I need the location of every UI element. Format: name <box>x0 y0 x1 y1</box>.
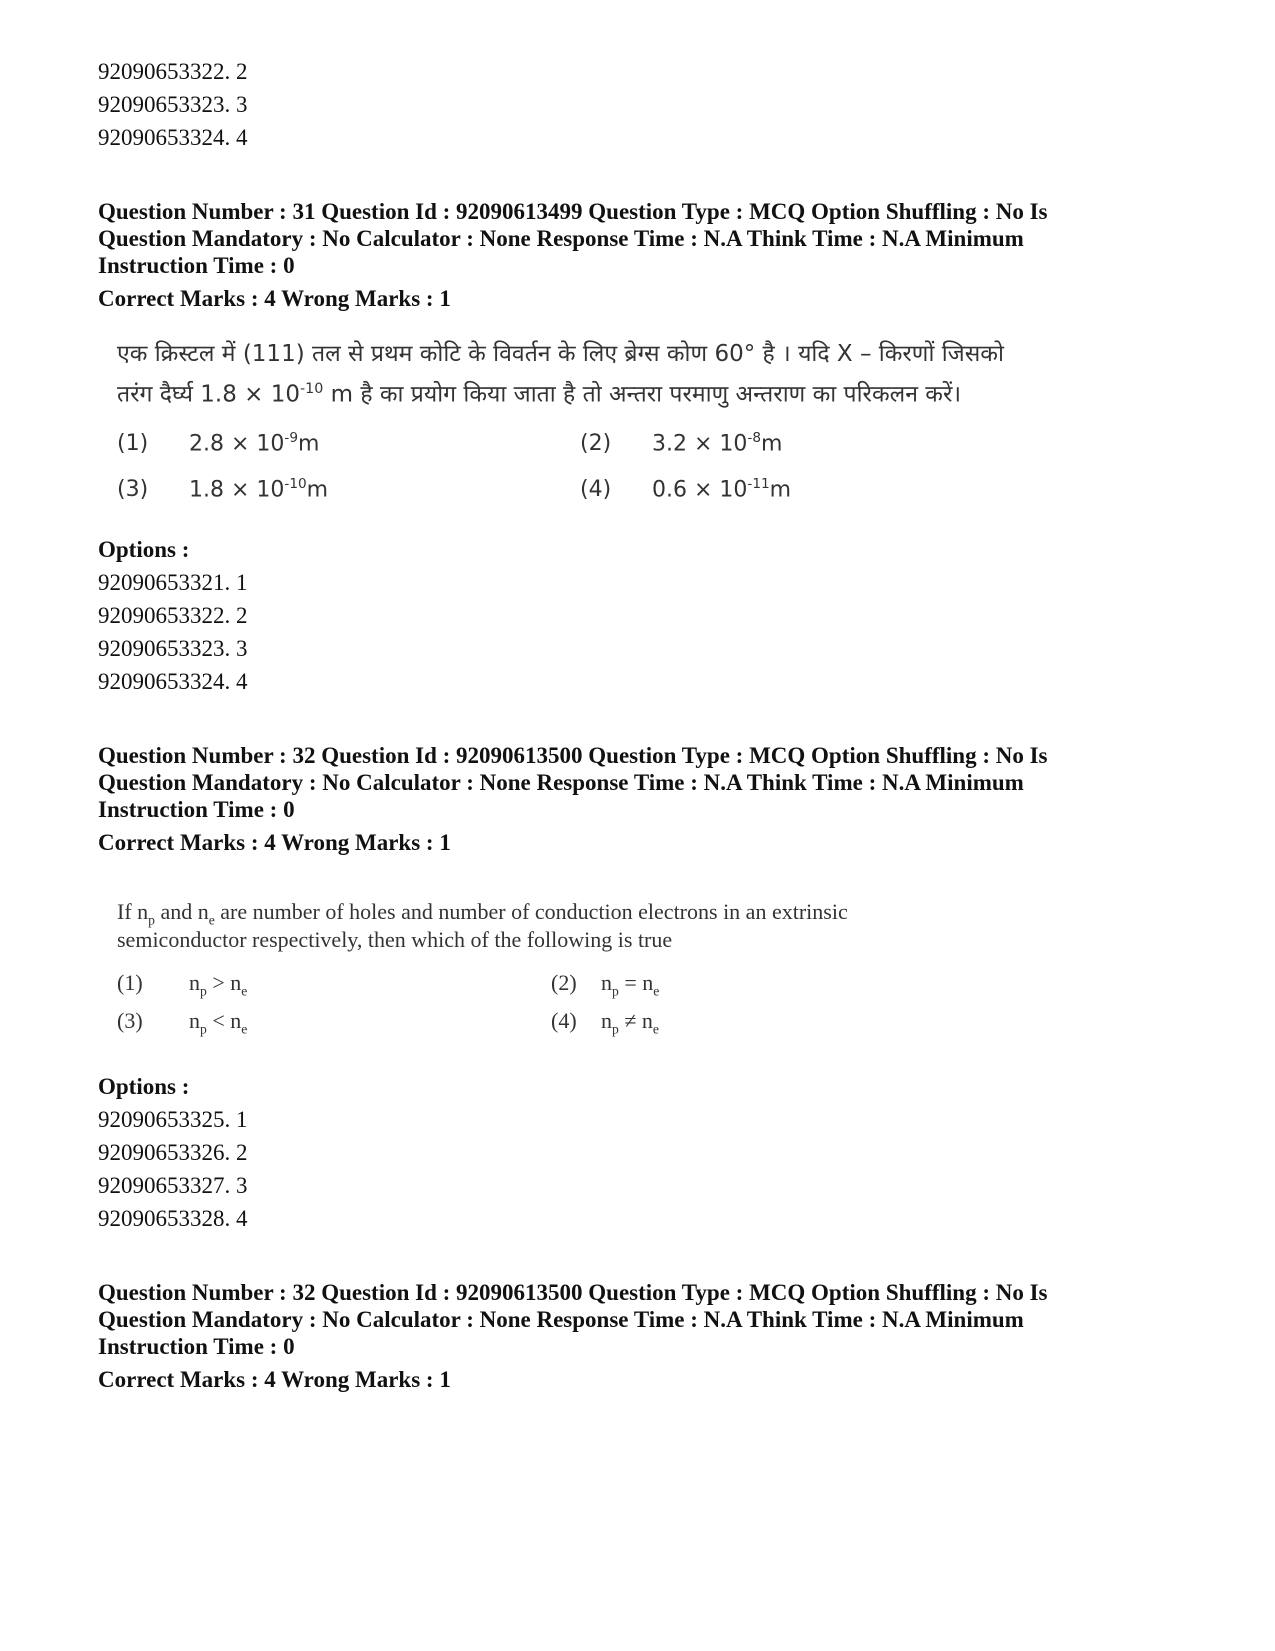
option-line: 92090653328. 4 <box>98 1206 248 1231</box>
operator: ≠ <box>618 1008 642 1033</box>
choice-base: 2.8 × 10 <box>189 431 285 457</box>
question-text-line: एक क्रिस्टल में (111) तल से प्रथम कोटि के विवर्तन के लिए ब्रेग्स कोण 60° है । यदि X – किरणों जिसको <box>117 341 1004 367</box>
exponent: -10 <box>300 381 324 397</box>
text-segment: If n <box>117 899 149 924</box>
answer-choice <box>117 476 328 502</box>
subscript: p <box>148 912 155 928</box>
answer-choice <box>551 1008 659 1037</box>
choice-exponent: -8 <box>747 430 761 446</box>
choice-number: (2) <box>551 970 577 995</box>
choice-number: (2) <box>580 431 612 457</box>
question-header-line: Instruction Time : 0 <box>98 1334 295 1359</box>
variable: n <box>189 970 200 995</box>
choice-number: (1) <box>117 431 149 457</box>
variable: n <box>230 1008 242 1033</box>
subscript: p <box>612 983 619 999</box>
text-segment: तरंग दैर्घ्य 1.8 × 10 <box>117 381 301 408</box>
question-header-line: Instruction Time : 0 <box>98 797 295 822</box>
choice-unit: m <box>306 477 329 503</box>
operator: > <box>206 970 231 995</box>
choice-base: 3.2 × 10 <box>652 431 748 457</box>
option-line: 92090653324. 4 <box>98 125 248 150</box>
subscript: p <box>200 1021 207 1037</box>
choice-exponent: -11 <box>747 476 770 492</box>
choice-exponent: -9 <box>284 430 298 446</box>
subscript: e <box>208 912 215 928</box>
option-line: 92090653325. 1 <box>98 1107 248 1132</box>
question-header-line: Question Number : 32 Question Id : 92090613500 Question Type : MCQ Option Shuffling : No Is <box>98 743 1048 768</box>
options-label: Options : <box>98 1074 190 1099</box>
question-text-line <box>117 371 961 413</box>
question-header-line: Question Mandatory : No Calculator : None Response Time : N.A Think Time : N.A Minimum <box>98 1307 1024 1332</box>
text-segment: and n <box>154 899 209 924</box>
choice-number: (3) <box>117 1008 143 1033</box>
choice-unit: m <box>298 431 320 457</box>
options-label: Options : <box>98 537 190 562</box>
question-header-line: Question Mandatory : No Calculator : None Response Time : N.A Think Time : N.A Minimum <box>98 770 1024 795</box>
question-header-line: Instruction Time : 0 <box>98 253 295 278</box>
subscript: e <box>652 1021 659 1037</box>
operator: < <box>206 1008 231 1033</box>
choice-base: 1.8 × 10 <box>189 477 285 503</box>
answer-choice <box>117 970 247 999</box>
answer-choice <box>580 430 782 456</box>
question-header-line: Question Number : 31 Question Id : 92090613499 Question Type : MCQ Option Shuffling : No Is <box>98 199 1048 224</box>
variable: n <box>601 970 612 995</box>
answer-choice <box>117 430 319 456</box>
option-line: 92090653327. 3 <box>98 1173 248 1198</box>
answer-choice <box>117 1008 247 1037</box>
variable: n <box>601 1008 612 1033</box>
option-line: 92090653322. 2 <box>98 603 248 628</box>
option-line: 92090653322. 2 <box>98 59 248 84</box>
option-line: 92090653321. 1 <box>98 570 248 595</box>
choice-number: (4) <box>551 1008 577 1033</box>
variable: n <box>641 1008 653 1033</box>
operator: = <box>618 970 643 995</box>
option-line: 92090653326. 2 <box>98 1140 248 1165</box>
marks-line: Correct Marks : 4 Wrong Marks : 1 <box>98 830 451 855</box>
variable: n <box>189 1008 200 1033</box>
variable: n <box>230 970 242 995</box>
marks-line: Correct Marks : 4 Wrong Marks : 1 <box>98 286 451 311</box>
choice-number: (1) <box>117 970 143 995</box>
option-line: 92090653323. 3 <box>98 92 248 117</box>
text-segment: are number of holes and number of conduction electrons in an extrinsic <box>214 899 848 924</box>
text-segment: m है का प्रयोग किया जाता है तो अन्तरा परमाणु अन्तराण का परिकलन करें। <box>323 381 962 408</box>
choice-number: (4) <box>580 477 612 503</box>
question-header-line: Question Mandatory : No Calculator : None Response Time : N.A Think Time : N.A Minimum <box>98 226 1024 251</box>
variable: n <box>642 970 654 995</box>
choice-number: (3) <box>117 477 149 503</box>
choice-unit: m <box>761 431 783 457</box>
subscript: e <box>241 1021 248 1037</box>
subscript: p <box>612 1021 619 1037</box>
choice-base: 0.6 × 10 <box>652 477 748 503</box>
answer-choice <box>580 476 791 502</box>
question-text-line: semiconductor respectively, then which of the following is true <box>117 927 673 952</box>
subscript: p <box>200 983 207 999</box>
marks-line: Correct Marks : 4 Wrong Marks : 1 <box>98 1367 451 1392</box>
answer-choice <box>551 970 659 999</box>
subscript: e <box>653 983 660 999</box>
option-line: 92090653323. 3 <box>98 636 248 661</box>
option-line: 92090653324. 4 <box>98 669 248 694</box>
subscript: e <box>241 983 248 999</box>
question-header-line: Question Number : 32 Question Id : 92090613500 Question Type : MCQ Option Shuffling : No Is <box>98 1280 1048 1305</box>
choice-unit: m <box>769 477 792 503</box>
choice-exponent: -10 <box>284 476 307 492</box>
